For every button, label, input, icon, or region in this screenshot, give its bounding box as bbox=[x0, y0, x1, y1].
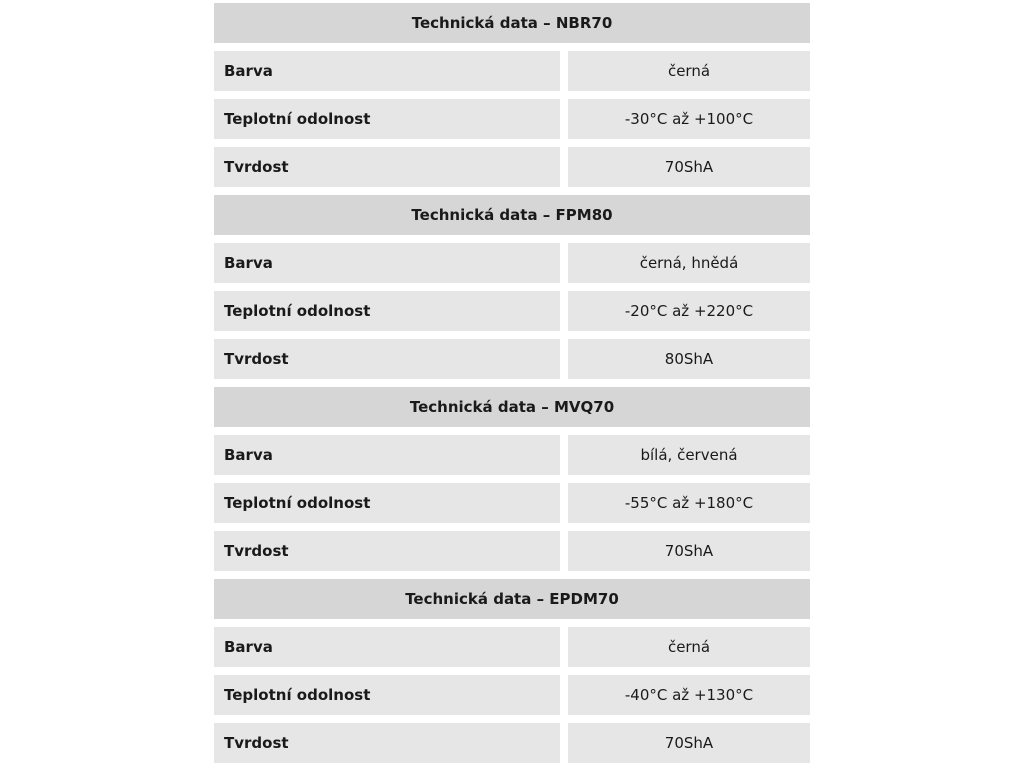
property-label: Tvrdost bbox=[214, 723, 560, 763]
property-label: Barva bbox=[214, 435, 560, 475]
table-row bbox=[214, 675, 810, 715]
property-value: -55°C až +180°C bbox=[568, 483, 810, 523]
table-row bbox=[214, 339, 810, 379]
cell-divider bbox=[560, 147, 568, 187]
cell-divider bbox=[560, 243, 568, 283]
cell-divider bbox=[560, 531, 568, 571]
section-epdm70 bbox=[214, 579, 810, 763]
property-value: černá, hnědá bbox=[568, 243, 810, 283]
property-value: bílá, červená bbox=[568, 435, 810, 475]
cell-divider bbox=[560, 435, 568, 475]
section-fpm80 bbox=[214, 195, 810, 379]
section-mvq70 bbox=[214, 387, 810, 571]
table-row bbox=[214, 147, 810, 187]
property-label: Tvrdost bbox=[214, 339, 560, 379]
table-row bbox=[214, 291, 810, 331]
property-label: Barva bbox=[214, 627, 560, 667]
table-row bbox=[214, 531, 810, 571]
cell-divider bbox=[560, 627, 568, 667]
cell-divider bbox=[560, 291, 568, 331]
property-label: Barva bbox=[214, 243, 560, 283]
section-title: Technická data – NBR70 bbox=[214, 3, 810, 43]
cell-divider bbox=[560, 339, 568, 379]
table-row bbox=[214, 243, 810, 283]
property-label: Teplotní odolnost bbox=[214, 483, 560, 523]
cell-divider bbox=[560, 99, 568, 139]
property-label: Barva bbox=[214, 51, 560, 91]
cell-divider bbox=[560, 723, 568, 763]
table-row bbox=[214, 51, 810, 91]
section-title: Technická data – FPM80 bbox=[214, 195, 810, 235]
table-row bbox=[214, 483, 810, 523]
property-label: Teplotní odolnost bbox=[214, 99, 560, 139]
section-nbr70 bbox=[214, 3, 810, 187]
section-title: Technická data – MVQ70 bbox=[214, 387, 810, 427]
cell-divider bbox=[560, 51, 568, 91]
property-value: -20°C až +220°C bbox=[568, 291, 810, 331]
section-title: Technická data – EPDM70 bbox=[214, 579, 810, 619]
property-value: -40°C až +130°C bbox=[568, 675, 810, 715]
table-row bbox=[214, 627, 810, 667]
table-row bbox=[214, 723, 810, 763]
property-value: -30°C až +100°C bbox=[568, 99, 810, 139]
property-value: černá bbox=[568, 51, 810, 91]
cell-divider bbox=[560, 483, 568, 523]
property-value: 70ShA bbox=[568, 147, 810, 187]
property-label: Teplotní odolnost bbox=[214, 291, 560, 331]
property-label: Tvrdost bbox=[214, 147, 560, 187]
cell-divider bbox=[560, 675, 568, 715]
table-row bbox=[214, 99, 810, 139]
technical-data-sheet bbox=[214, 3, 810, 771]
property-label: Teplotní odolnost bbox=[214, 675, 560, 715]
property-value: 70ShA bbox=[568, 531, 810, 571]
property-label: Tvrdost bbox=[214, 531, 560, 571]
property-value: 70ShA bbox=[568, 723, 810, 763]
property-value: 80ShA bbox=[568, 339, 810, 379]
table-row bbox=[214, 435, 810, 475]
property-value: černá bbox=[568, 627, 810, 667]
